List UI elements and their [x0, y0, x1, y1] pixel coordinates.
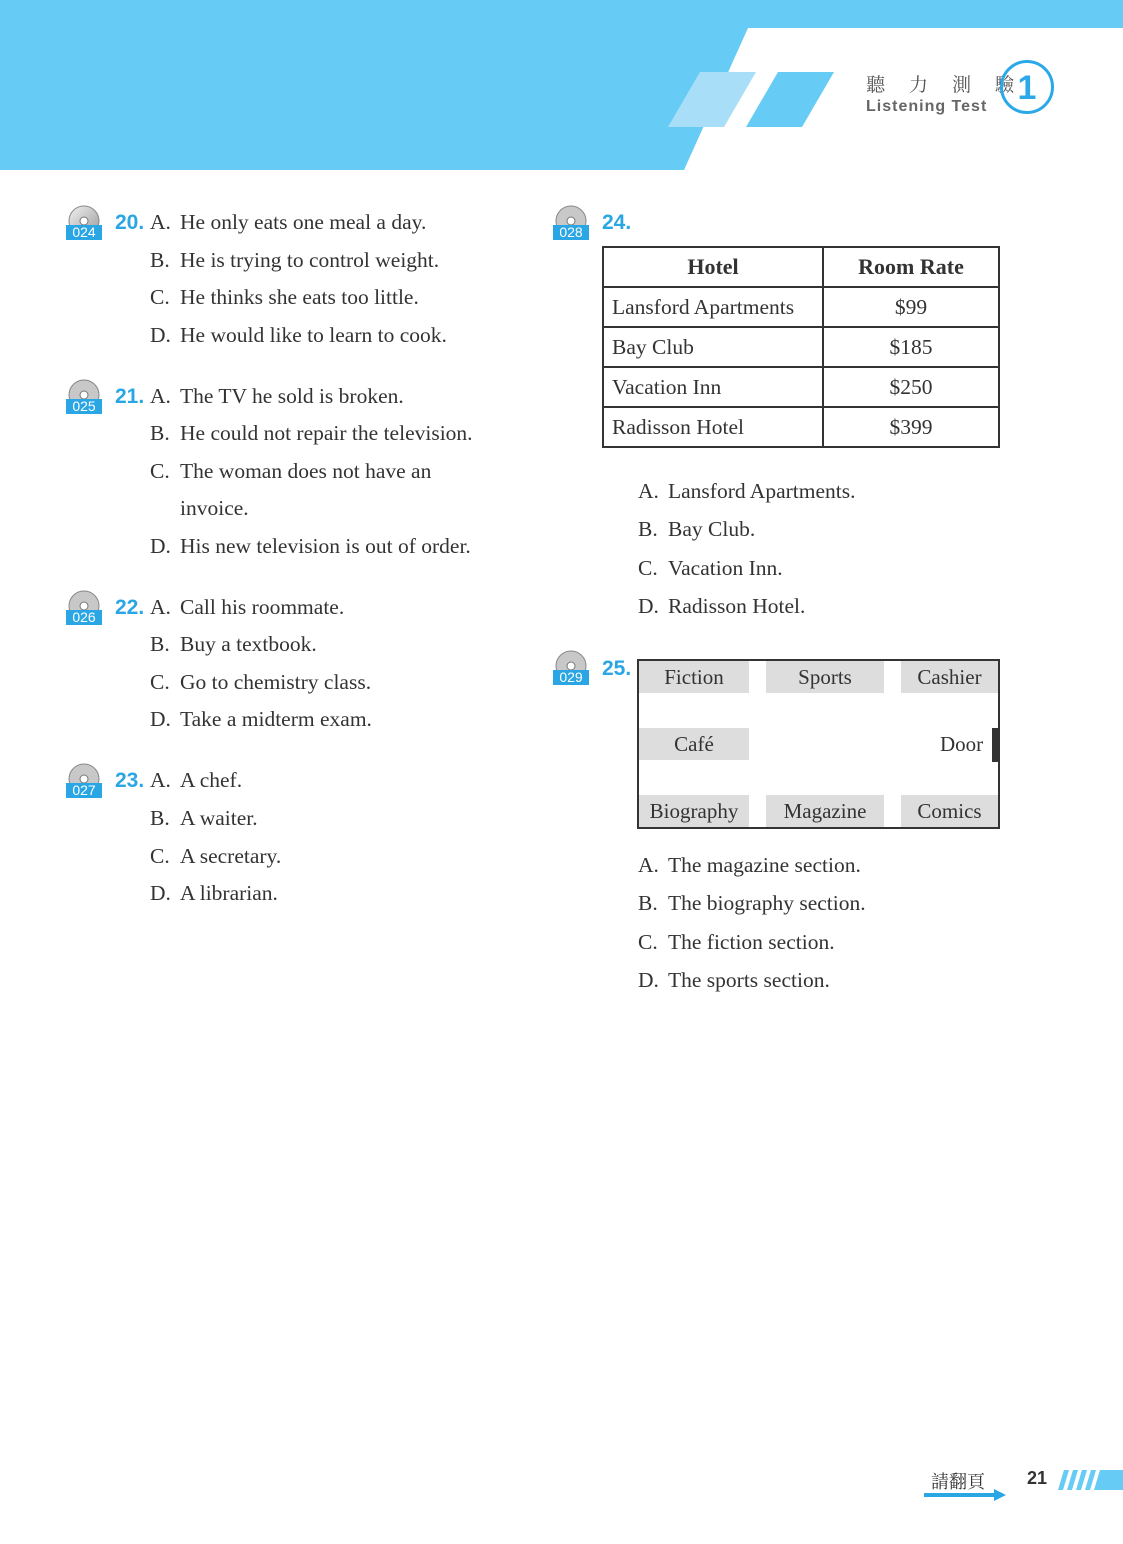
room-rate: $99 [823, 287, 999, 327]
question-number: 23. [115, 769, 145, 792]
hotel-rate-table [602, 246, 1000, 448]
hotel-name: Lansford Apartments [603, 287, 823, 327]
option-d[interactable]: D. He would like to learn to cook. [150, 323, 447, 347]
door-marker [992, 728, 998, 762]
header-stripe-dark [746, 72, 834, 127]
question-number: 20. [115, 211, 145, 234]
option-b[interactable]: B. Bay Club. [638, 517, 756, 541]
turn-page-label[interactable]: 請翻頁 [931, 1472, 985, 1493]
option-c[interactable]: C. He thinks she eats too little. [150, 285, 419, 309]
option-a[interactable]: A. A chef. [150, 768, 243, 792]
option-d[interactable]: D. His new television is out of order. [150, 534, 471, 558]
unit-number-badge: 1 [1000, 60, 1054, 114]
option-b[interactable]: B. A waiter. [150, 806, 258, 830]
header-title-en: Listening Test [866, 98, 988, 115]
arrow-right-icon [924, 1489, 1006, 1501]
table-row [603, 287, 999, 327]
option-b[interactable]: B. Buy a textbook. [150, 632, 317, 656]
track-number: 026 [72, 609, 96, 625]
room-rate: $185 [823, 327, 999, 367]
track-number: 024 [72, 224, 96, 240]
option-c[interactable]: C. The woman does not have an [150, 459, 432, 483]
section-magazine: Magazine [766, 795, 884, 827]
table-row [603, 327, 999, 367]
table-header-room-rate: Room Rate [823, 247, 999, 287]
option-c[interactable]: C. Vacation Inn. [638, 556, 783, 580]
option-c[interactable]: C. A secretary. [150, 844, 282, 868]
section-sports: Sports [766, 661, 884, 693]
option-a[interactable]: A. The TV he sold is broken. [150, 384, 404, 408]
section-biography: Biography [639, 795, 749, 827]
option-b[interactable]: B. He is trying to control weight. [150, 248, 440, 272]
track-number: 029 [559, 669, 583, 685]
option-d[interactable]: D. Radisson Hotel. [638, 594, 806, 618]
hotel-name: Bay Club [603, 327, 823, 367]
table-header-row [603, 247, 999, 287]
option-a[interactable]: A. Call his roommate. [150, 595, 345, 619]
question-number: 21. [115, 385, 145, 408]
header-title-zh: 聽 力 測 驗 [866, 74, 1024, 96]
track-number: 028 [559, 224, 583, 240]
option-d[interactable]: D. The sports section. [638, 968, 830, 992]
option-d[interactable]: D. A librarian. [150, 881, 278, 905]
option-b[interactable]: B. He could not repair the television. [150, 421, 473, 445]
room-rate: $250 [823, 367, 999, 407]
track-number: 025 [72, 398, 96, 414]
page-number: 21 [1027, 1468, 1048, 1488]
option-c[interactable]: C. Go to chemistry class. [150, 670, 372, 694]
track-number: 027 [72, 782, 96, 798]
option-a[interactable]: A. He only eats one meal a day. [150, 210, 427, 234]
hotel-name: Radisson Hotel [603, 407, 823, 447]
question-number: 24. [602, 211, 632, 234]
section-cafe: Café [639, 728, 749, 760]
footer-stripes [1058, 1470, 1123, 1490]
table-row [603, 407, 999, 447]
section-comics: Comics [901, 795, 998, 827]
option-d[interactable]: D. Take a midterm exam. [150, 707, 372, 731]
section-cashier: Cashier [901, 661, 998, 693]
section-fiction: Fiction [639, 661, 749, 693]
option-a[interactable]: A. The magazine section. [638, 853, 861, 877]
option-c[interactable]: C. The fiction section. [638, 930, 835, 954]
option-a[interactable]: A. Lansford Apartments. [638, 479, 856, 503]
door-label: Door [940, 732, 984, 756]
store-floor-map [637, 659, 1000, 829]
table-header-hotel: Hotel [603, 247, 823, 287]
option-c-continuation: invoice. [180, 496, 249, 520]
option-b[interactable]: B. The biography section. [638, 891, 866, 915]
hotel-name: Vacation Inn [603, 367, 823, 407]
question-number: 22. [115, 596, 145, 619]
table-row [603, 367, 999, 407]
question-number: 25. [602, 657, 632, 680]
room-rate: $399 [823, 407, 999, 447]
